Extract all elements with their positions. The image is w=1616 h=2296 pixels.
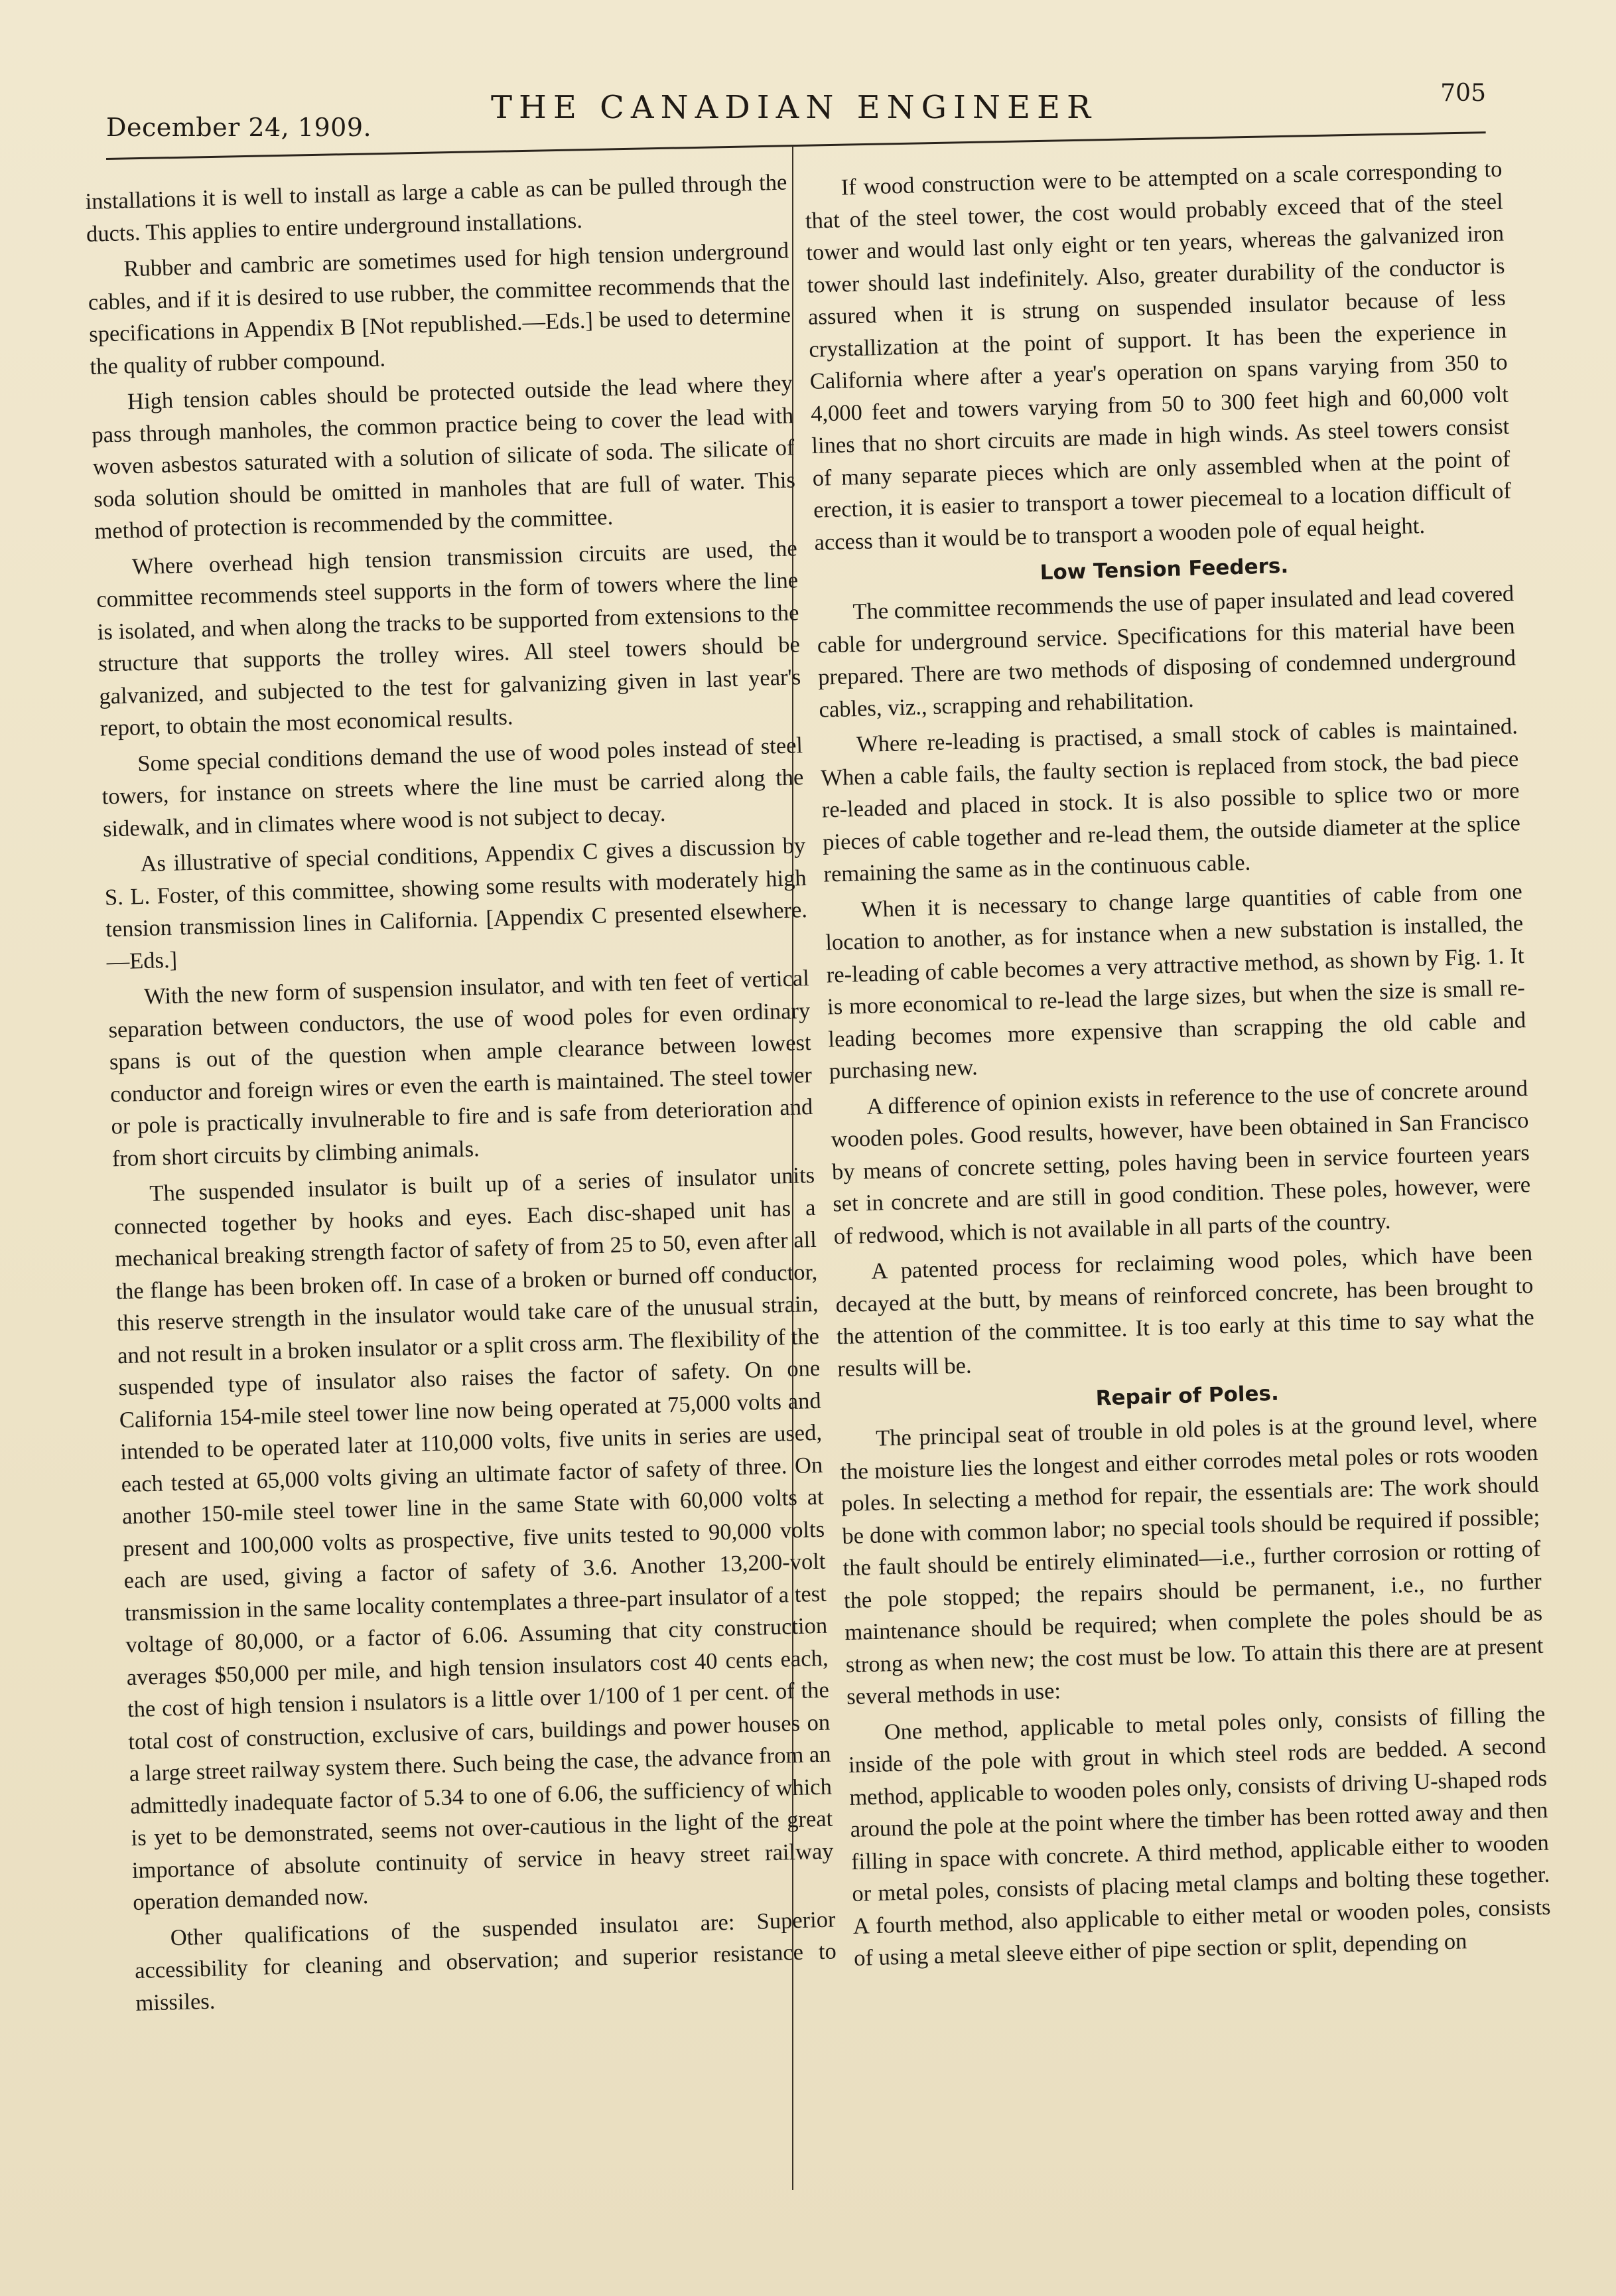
journal-title: THE CANADIAN ENGINEER	[491, 89, 1098, 126]
paragraph: When it is necessary to change large quantities of cable from one location to another, as for instance when a new substation is installed, the re-leading of cable becomes a very attractive method, as shown by Fig. 1. It is more economical to re-lead the large sizes, but when the size is small re-leading becomes more expensive than scrapping the old cable and purchasing new.	[825, 878, 1526, 1084]
page-header	[106, 80, 1499, 153]
paragraph: With the new form of suspension insulator, and with ten feet of vertical separation between conductors, the use of wood poles for even ordinary spans is out of the question when ample clearance between lowest conductor and foreign wires or even the earth is maintained. The steel tower or pole is practically invulnerable to fire and is safe from deterioration and from short circuits by climbing animals.	[107, 965, 813, 1171]
paragraph: If wood construction were to be attempted on a scale corresponding to that of the steel tower, the cost would probably exceed that of the steel tower and would last only eight or ten years, whereas the galvanized iron tower should last indefinitely. Also, greater durability of the conductor is assured when it is strung on suspended insulator because of less crystallization at the point of support. It has been the experience in California where after a year's operation on spans varying from 350 to 4,000 feet and towers varying from 50 to 300 feet high and 60,000 volt lines that no short circuits are made in high winds. As steel towers consist of many separate pieces which are only assembled when at the point of erection, it is easier to transport a tower piecemeal to a location difficult of access than it would be to transport a wooden pole of equal height.	[805, 156, 1512, 555]
section-heading: Low Tension Feeders.	[1040, 553, 1289, 585]
left-column	[85, 166, 838, 2023]
paragraph: Where re-leading is practised, a small stock of cables is maintained. When a cable fails, the faulty section is replaced from stock, the bad piece re-leaded and placed in stock. It is also possible to splice two or more pieces of cable together and re-lead them, the outside diameter at the splice remaining the same as in the continuous cable.	[820, 713, 1521, 887]
paragraph: The suspended insulator is built up of a series of insulator units connected together by hooks and eyes. Each disc-shaped unit has a mechanical breaking strength factor of safety of from 25 to 50, even after all the flange has been broken off. In case of a broken or burned off conductor, this reserve strength in the insulator would take care of the unusual strain, and not result in a broken insulator or a split cross arm. The flexibility of the suspended type of insulator also raises the factor of safety. On one California 154-mile steel tower line now being operated at 75,000 volts and intended to be operated later at 110,000 volts, five units in series are used, each tested at 65,000 volts giving an ultimate factor of safety of three. On another 150-mile steel tower line in the same State with 60,000 volts at present and 100,000 volts as prospective, five units tested to 90,000 volts each are used, giving a factor of safety of 3.6. Another 13,200-volt transmission in the same locality contemplates a three-part insulator of a test voltage of 80,000, or a factor of 6.06. Assuming that city construction averages $50,000 per mile, and high tension insulators cost 40 cents each, the cost of high tension i nsulators is a little over 1/100 of 1 per cent. of the total cost of construction, exclusive of cars, buildings and power houses on a large street railway system there. Such being the case, the advance from an admittedly inadequate factor of 5.34 to one of 6.06, the sufficiency of which is yet to be demonstrated, seems not over-cautious in the light of the great importance of absolute continuity of service in heavy street railway operation demanded now.	[113, 1162, 835, 1915]
right-column	[804, 153, 1552, 1979]
paragraph: The principal seat of trouble in old poles is at the ground level, where the moisture lies the longest and either corrodes metal poles or rots wooden poles. In selecting a method for repair, the essentials are: The work should be done with common labor; no special tools should be required if possible; the fault should be entirely eliminated—i.e., further corrosion or rotting of the pole stopped; the repairs should be permanent, i.e., no further maintenance should be required; when complete the poles should be as strong as when new; the cost must be low. To attain this there are at present several methods in use:	[840, 1407, 1544, 1710]
paragraph: Other qualifications of the suspended insulatoı are: Superior accessibility for cleaning and observation; and superior resistance to missiles.	[134, 1906, 837, 2016]
section-heading: Repair of Poles.	[1095, 1381, 1280, 1411]
paragraph: A patented process for reclaiming wood poles, which have been decayed at the butt, by means of reinforced concrete, has been brought to the attention of the committee. It is too early at this time to say what the results will be.	[835, 1240, 1535, 1382]
paragraph: Rubber and cambric are sometimes used for high tension underground cables, and if it is desired to use rubber, the committee recommends that the specifications in Appendix B [Not republished.—Eds.] be used to determine the quality of rubber compound.	[88, 238, 791, 380]
paragraph: High tension cables should be protected outside the lead where they pass through manholes, the common practice being to cover the lead with woven asbestos saturated with a solution of silicate of soda. The silicate of soda solution should be omitted in manholes that are full of water. This method of protection is recommended by the committee.	[91, 370, 796, 544]
paragraph: Where overhead high tension transmission circuits are used, the committee recommends steel supports in the form of towers where the line is isolated, and when along the tracks to be supported from extensions to the structure that supports the trolley wires. All steel towers should be galvanized, and subjected to the test for galvanizing given in last year's report, to obtain the most economical results.	[96, 535, 801, 741]
paragraph: The committee recommends the use of paper insulated and lead covered cable for underground service. Specifications for this material have been prepared. There are two methods of disposing of condemned underground cables, viz., scrapping and rehabilitation.	[817, 581, 1516, 723]
issue-date: December 24, 1909.	[106, 113, 372, 142]
paragraph: installations it is well to install as large a cable as can be pulled through the ducts. This applies to entire underground installations.	[85, 169, 787, 247]
paragraph: Some special conditions demand the use of wood poles instead of steel towers, for instance on streets where the line must be carried along the sidewalk, and in climates where wood is not subject to decay.	[101, 732, 804, 842]
page-number: 705	[1440, 80, 1486, 107]
paragraph: One method, applicable to metal poles only, consists of filling the inside of the pole with grout in which steel rods are bedded. A second method, applicable to wooden poles only, consists of driving U-shaped rods around the pole at the point where the timber has been rotted away and then filling in space with concrete. A third method, applicable either to wooden or metal poles, consists of placing metal clamps and bolting these together. A fourth method, also applicable to either metal or wooden poles, consists of using a metal sleeve either of pipe section or split, depending on	[848, 1701, 1551, 1971]
paragraph: A difference of opinion exists in reference to the use of concrete around wooden poles. Good results, however, have been obtained in San Francisco by means of concrete setting, poles having been in service fourteen years set in concrete and are still in good condition. These poles, however, were of redwood, which is not available in all parts of the country.	[831, 1075, 1531, 1249]
paragraph: As illustrative of special conditions, Appendix C gives a discussion by S. L. Foster, of this committee, showing some results with moderately high tension transmission lines in California. [Appendix C presented elsewhere.—Eds.]	[104, 833, 808, 975]
